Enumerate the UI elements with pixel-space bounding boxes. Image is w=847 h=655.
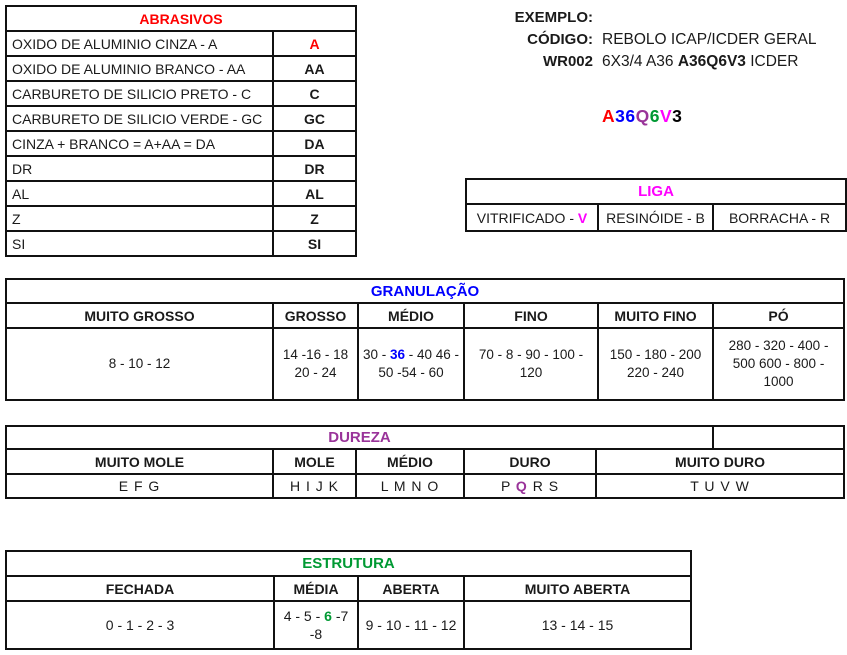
dureza-title-row (6, 426, 844, 449)
dureza-col-muito-mole: MUITO MOLE (6, 449, 273, 474)
exemplo-block (497, 8, 842, 72)
abrasive-code: DR (273, 156, 356, 181)
granulacao-col-medio: MÉDIO (358, 303, 464, 328)
liga-title-row (466, 179, 846, 204)
dureza-header-row (6, 449, 844, 474)
estrutura-header-row (6, 576, 691, 601)
granulacao-title: GRANULAÇÃO (6, 279, 844, 303)
liga-cell-resinoide: RESINÓIDE - B (598, 204, 713, 231)
estrutura-table (5, 550, 692, 650)
table-row (6, 81, 356, 106)
granulacao-col-muito-grosso: MUITO GROSSO (6, 303, 273, 328)
granulacao-col-muito-fino: MUITO FINO (598, 303, 713, 328)
granulacao-title-row (6, 279, 844, 303)
table-row (6, 156, 356, 181)
liga-cell-borracha: BORRACHA - R (713, 204, 846, 231)
table-row (6, 131, 356, 156)
abrasive-name: DR (6, 156, 273, 181)
abrasive-code: Z (273, 206, 356, 231)
granulacao-table (5, 278, 845, 401)
table-row (6, 31, 356, 56)
abrasivos-title: ABRASIVOS (6, 6, 356, 31)
abrasive-code: AL (273, 181, 356, 206)
dureza-val-muito-duro: T U V W (596, 474, 844, 498)
estrutura-val-media: 4 - 5 - 6 -7 -8 (274, 601, 358, 649)
abrasive-code: A (273, 31, 356, 56)
dureza-col-muito-duro: MUITO DURO (596, 449, 844, 474)
wr002-value: 6X3/4 A36 A36Q6V3 ICDER (602, 53, 799, 70)
estrutura-col-muito-aberta: MUITO ABERTA (464, 576, 691, 601)
granulacao-col-grosso: GROSSO (273, 303, 358, 328)
granulacao-header-row (6, 303, 844, 328)
abrasive-code: SI (273, 231, 356, 256)
granulacao-val-fino: 70 - 8 - 90 - 100 - 120 (464, 328, 598, 400)
liga-table (465, 178, 847, 232)
dureza-col-mole: MOLE (273, 449, 356, 474)
dureza-header-spacer (713, 426, 844, 449)
dureza-val-mole: H I J K (273, 474, 356, 498)
granulacao-col-po: PÓ (713, 303, 844, 328)
granulacao-val-medio: 30 - 36 - 40 46 - 50 -54 - 60 (358, 328, 464, 400)
granulacao-val-muito-fino: 150 - 180 - 200 220 - 240 (598, 328, 713, 400)
estrutura-title-row (6, 551, 691, 576)
abrasive-name: OXIDO DE ALUMINIO BRANCO - AA (6, 56, 273, 81)
abrasivos-title-row (6, 6, 356, 31)
estrutura-col-media: MÉDIA (274, 576, 358, 601)
table-row (466, 204, 846, 231)
codigo-label: CÓDIGO: (527, 31, 593, 48)
table-row (6, 56, 356, 81)
abrasive-code: GC (273, 106, 356, 131)
abrasive-name: AL (6, 181, 273, 206)
dureza-table (5, 425, 845, 499)
table-row (6, 106, 356, 131)
estrutura-col-fechada: FECHADA (6, 576, 274, 601)
dureza-col-medio: MÉDIO (356, 449, 464, 474)
estrutura-col-aberta: ABERTA (358, 576, 464, 601)
estrutura-title: ESTRUTURA (6, 551, 691, 576)
dureza-val-muito-mole: E F G (6, 474, 273, 498)
dureza-val-duro: P Q R S (464, 474, 596, 498)
abrasive-code: DA (273, 131, 356, 156)
table-row (6, 231, 356, 256)
abrasive-name: SI (6, 231, 273, 256)
estrutura-val-aberta: 9 - 10 - 11 - 12 (358, 601, 464, 649)
abrasive-name: OXIDO DE ALUMINIO CINZA - A (6, 31, 273, 56)
table-row (6, 206, 356, 231)
granulacao-val-muito-grosso: 8 - 10 - 12 (6, 328, 273, 400)
estrutura-val-muito-aberta: 13 - 14 - 15 (464, 601, 691, 649)
dureza-title: DUREZA (6, 426, 713, 449)
abrasive-name: CARBURETO DE SILICIO PRETO - C (6, 81, 273, 106)
abrasive-code: C (273, 81, 356, 106)
table-row (6, 181, 356, 206)
granulacao-col-fino: FINO (464, 303, 598, 328)
exemplo-title: EXEMPLO: (514, 9, 593, 26)
color-code: A36Q6V3 (602, 106, 683, 126)
abrasive-name: CINZA + BRANCO = A+AA = DA (6, 131, 273, 156)
table-row (6, 601, 691, 649)
table-row (6, 474, 844, 498)
estrutura-val-fechada: 0 - 1 - 2 - 3 (6, 601, 274, 649)
liga-title: LIGA (466, 179, 846, 204)
table-row (6, 328, 844, 400)
abrasive-name: Z (6, 206, 273, 231)
codigo-value: REBOLO ICAP/ICDER GERAL (602, 31, 817, 48)
dureza-col-duro: DURO (464, 449, 596, 474)
abrasive-name: CARBURETO DE SILICIO VERDE - GC (6, 106, 273, 131)
abrasive-code: AA (273, 56, 356, 81)
dureza-val-medio: L M N O (356, 474, 464, 498)
granulacao-val-grosso: 14 -16 - 18 20 - 24 (273, 328, 358, 400)
wr002-label: WR002 (542, 53, 593, 70)
liga-cell-vitrificado: VITRIFICADO - V (466, 204, 598, 231)
abrasivos-table (5, 5, 357, 257)
granulacao-val-po: 280 - 320 - 400 - 500 600 - 800 - 1000 (713, 328, 844, 400)
